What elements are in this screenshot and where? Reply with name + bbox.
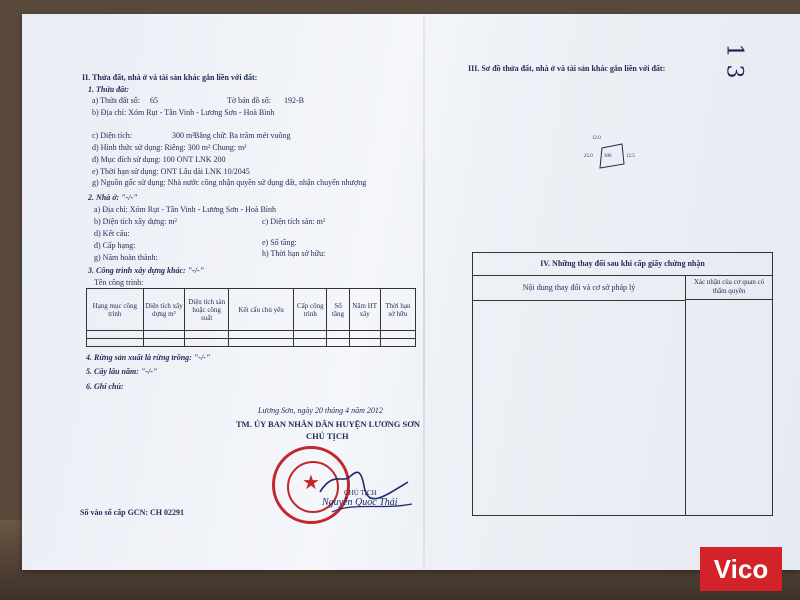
signer-role: CHỦ TỊCH [344,489,377,497]
works-name-label: Tên công trình: [94,278,144,287]
section-2-title: II. Thửa đất, nhà ở và tài sản khác gắn liền với đất: [82,73,258,82]
map-sheet-label: Tờ bản đồ số: [227,96,272,105]
table-row [87,339,416,347]
area-value: 300 m² [172,131,195,140]
table-row [87,331,416,339]
camera-logo-icon: ⟁ [36,557,53,572]
section-4-title: IV. Những thay đổi sau khi cấp giấy chứng nhận [473,253,772,276]
sketch-label-left: 25.0 [584,154,593,159]
house-floors: e) Số tầng: [262,238,297,247]
house-title: 2. Nhà ở: "-/-" [88,193,138,202]
signature-icon [312,452,422,522]
changes-col-content: Nội dung thay đổi và cơ sở pháp lý [473,276,686,301]
sketch-label-right: 12.5 [626,154,635,159]
forest-line: 4. Rừng sản xuất là rừng trồng: "-/-" [86,353,211,362]
official-seal-icon: ★ [272,446,350,524]
issuing-authority: TM. ỦY BAN NHÂN DÂN HUYỆN LƯƠNG SƠN [236,419,421,429]
parcel-number-value: 65 [150,96,158,105]
perennial-line: 5. Cây lâu năm: "-/-" [86,367,158,376]
changes-col-confirmation: Xác nhận của cơ quan có thẩm quyền [686,276,772,300]
section-3-title: III. Sơ đồ thửa đất, nhà ở và tài sản khác gắn liền với đất: [468,64,666,73]
usage-purpose: đ) Mục đích sử dụng: 100 ONT LNK 200 [92,155,226,164]
usage-form: d) Hình thức sử dụng: Riêng: 300 m² Chung: m² [92,143,247,152]
sketch-label-area: 300 [604,154,612,159]
signer-name: Nguyễn Quốc Thái [322,497,398,508]
register-number: Số vào sổ cấp GCN: CH 02291 [80,508,185,517]
area-label: c) Diện tích: [92,131,132,140]
works-col-floor-area: Diện tích sàn hoặc công suất [185,289,229,331]
column-divider [685,300,686,515]
house-address: a) Địa chỉ: Xóm Rụt - Tân Vinh - Lương Sơn - Hoà Bình [94,205,276,214]
map-sheet-value: 192-B [284,96,304,105]
usage-origin: g) Nguồn gốc sử dụng: Nhà nước công nhận quyền sử dụng đất, nhận chuyển nhượng [92,178,367,187]
house-floor-area: c) Diện tích sàn: m² [262,217,326,226]
parcel-number-label: a) Thửa đất số: [92,96,140,105]
certificate-sheet [22,14,800,570]
chairman-title: CHỦ TỊCH [306,431,349,441]
house-ownership-term: h) Thời hạn sở hữu: [262,249,326,258]
notes-line: 6. Ghi chú: [86,382,124,391]
works-col-build-area: Diện tích xây dựng m² [143,289,185,331]
works-col-year: Năm HT xây [349,289,380,331]
other-works-title: 3. Công trình xây dựng khác: "-/-" [88,266,205,275]
house-grade: đ) Cấp hạng: [94,241,136,250]
page-mark: 1 3 [721,43,747,79]
parcel-title: 1. Thửa đất: [88,85,130,94]
issue-date: Lương Sơn, ngày 20 tháng 4 năm 2012 [258,406,383,415]
works-col-item: Hạng mục công trình [87,289,144,331]
works-col-floors: Số tầng [327,289,349,331]
works-col-structure: Kết cấu chủ yếu [229,289,294,331]
house-build-area: b) Diện tích xây dựng: m² [94,217,177,226]
area-words: Bằng chữ: Ba trăm mét vuông [194,131,291,140]
works-col-grade: Cấp công trình [294,289,327,331]
camera-watermark: ⟁ SHOT ON OPPO [36,556,167,572]
works-col-term: Thời hạn sở hữu [380,289,415,331]
changes-table [472,252,773,516]
house-year: g) Năm hoàn thành: [94,253,158,262]
works-table [86,288,416,347]
usage-term: e) Thời hạn sử dụng: ONT Lâu dài LNK 10/2045 [92,167,250,176]
parcel-address: b) Địa chỉ: Xóm Rụt - Tân Vinh - Lương Sơn - Hoà Bình [92,108,275,117]
sketch-label-top: 12.0 [592,136,601,141]
page-fold [423,14,425,570]
house-structure: d) Kết cấu: [94,229,130,238]
brand-logo: Vico [700,547,782,591]
